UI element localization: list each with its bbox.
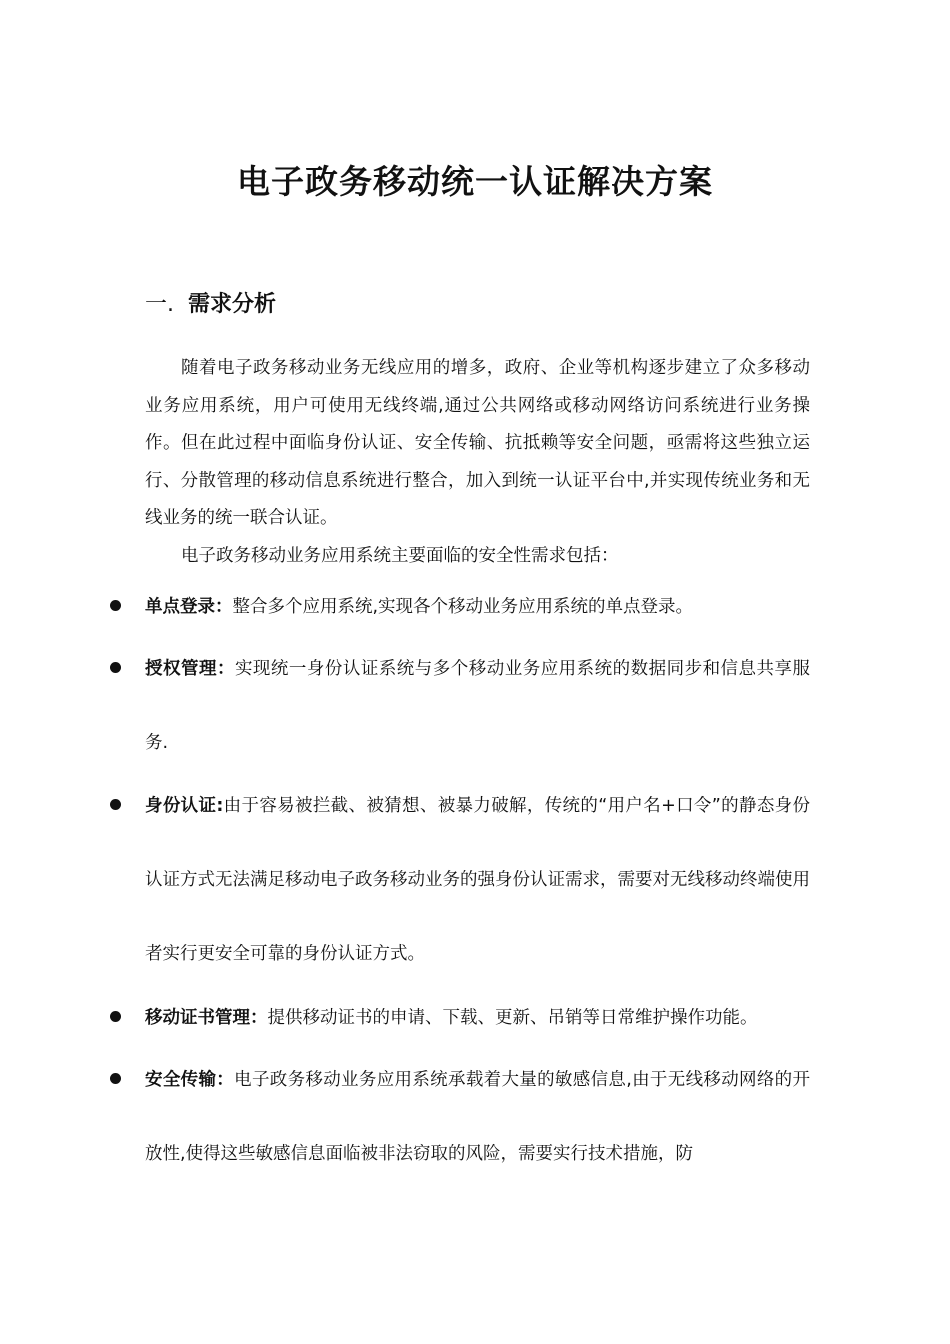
requirement-text: 提供移动证书的申请、下载、更新、吊销等日常维护操作功能。 — [267, 1008, 758, 1028]
requirement-label: 移动证书管理： — [145, 1008, 268, 1028]
requirement-label: 安全传输： — [145, 1070, 235, 1090]
bullet-dot-icon — [110, 1011, 121, 1022]
document-title: 电子政务移动统一认证解决方案 — [237, 162, 713, 201]
requirement-text: 整合多个应用系统,实现各个移动业务应用系统的单点登录。 — [232, 597, 694, 617]
bullet-dot-icon — [110, 662, 121, 673]
requirement-text: 实现统一身份认证系统与多个移动业务应用系统的数据同步和信息共享服务. — [145, 659, 811, 753]
section-heading — [145, 287, 276, 318]
section-number: 一. — [145, 292, 174, 317]
bullet-dot-icon — [110, 600, 121, 611]
requirement-text: 电子政务移动业务应用系统承载着大量的敏感信息,由于无线移动网络的开放性,使得这些敏感信息面临被非法窃取的风险，需要实行技术措施，防 — [145, 1070, 811, 1164]
requirement-label: 身份认证: — [145, 796, 224, 816]
requirements-lead: 电子政务移动业务应用系统主要面临的安全性需求包括： — [181, 546, 619, 566]
bullet-dot-icon — [110, 1073, 121, 1084]
bullet-dot-icon — [110, 799, 121, 810]
requirement-item-identity-auth — [145, 769, 810, 991]
intro-paragraph: 随着电子政务移动业务无线应用的增多，政府、企业等机构逐步建立了众多移动业务应用系统，用户可使用无线终端,通过公共网络或移动网络访问系统进行业务操作。但在此过程中面临身份认证、安全传输、抗抵赖等安全问题，亟需将这些独立运行、分散管理的移动信息系统进行整合，加入到统一认证平台中,并实现传统业务和无线业务的统一联合认证。 — [145, 358, 810, 528]
requirement-label: 单点登录： — [145, 597, 233, 617]
requirement-label: 授权管理： — [145, 659, 235, 679]
requirement-text: 由于容易被拦截、被猜想、被暴力破解，传统的“用户名+口令”的静态身份认证方式无法满足移动电子政务移动业务的强身份认证需求，需要对无线移动终端使用者实行更安全可靠的身份认证方式。 — [145, 796, 811, 964]
section-heading-text: 需求分析 — [188, 292, 277, 317]
requirement-item-secure-transport — [145, 1043, 810, 1191]
requirement-item-authorization — [145, 632, 810, 780]
